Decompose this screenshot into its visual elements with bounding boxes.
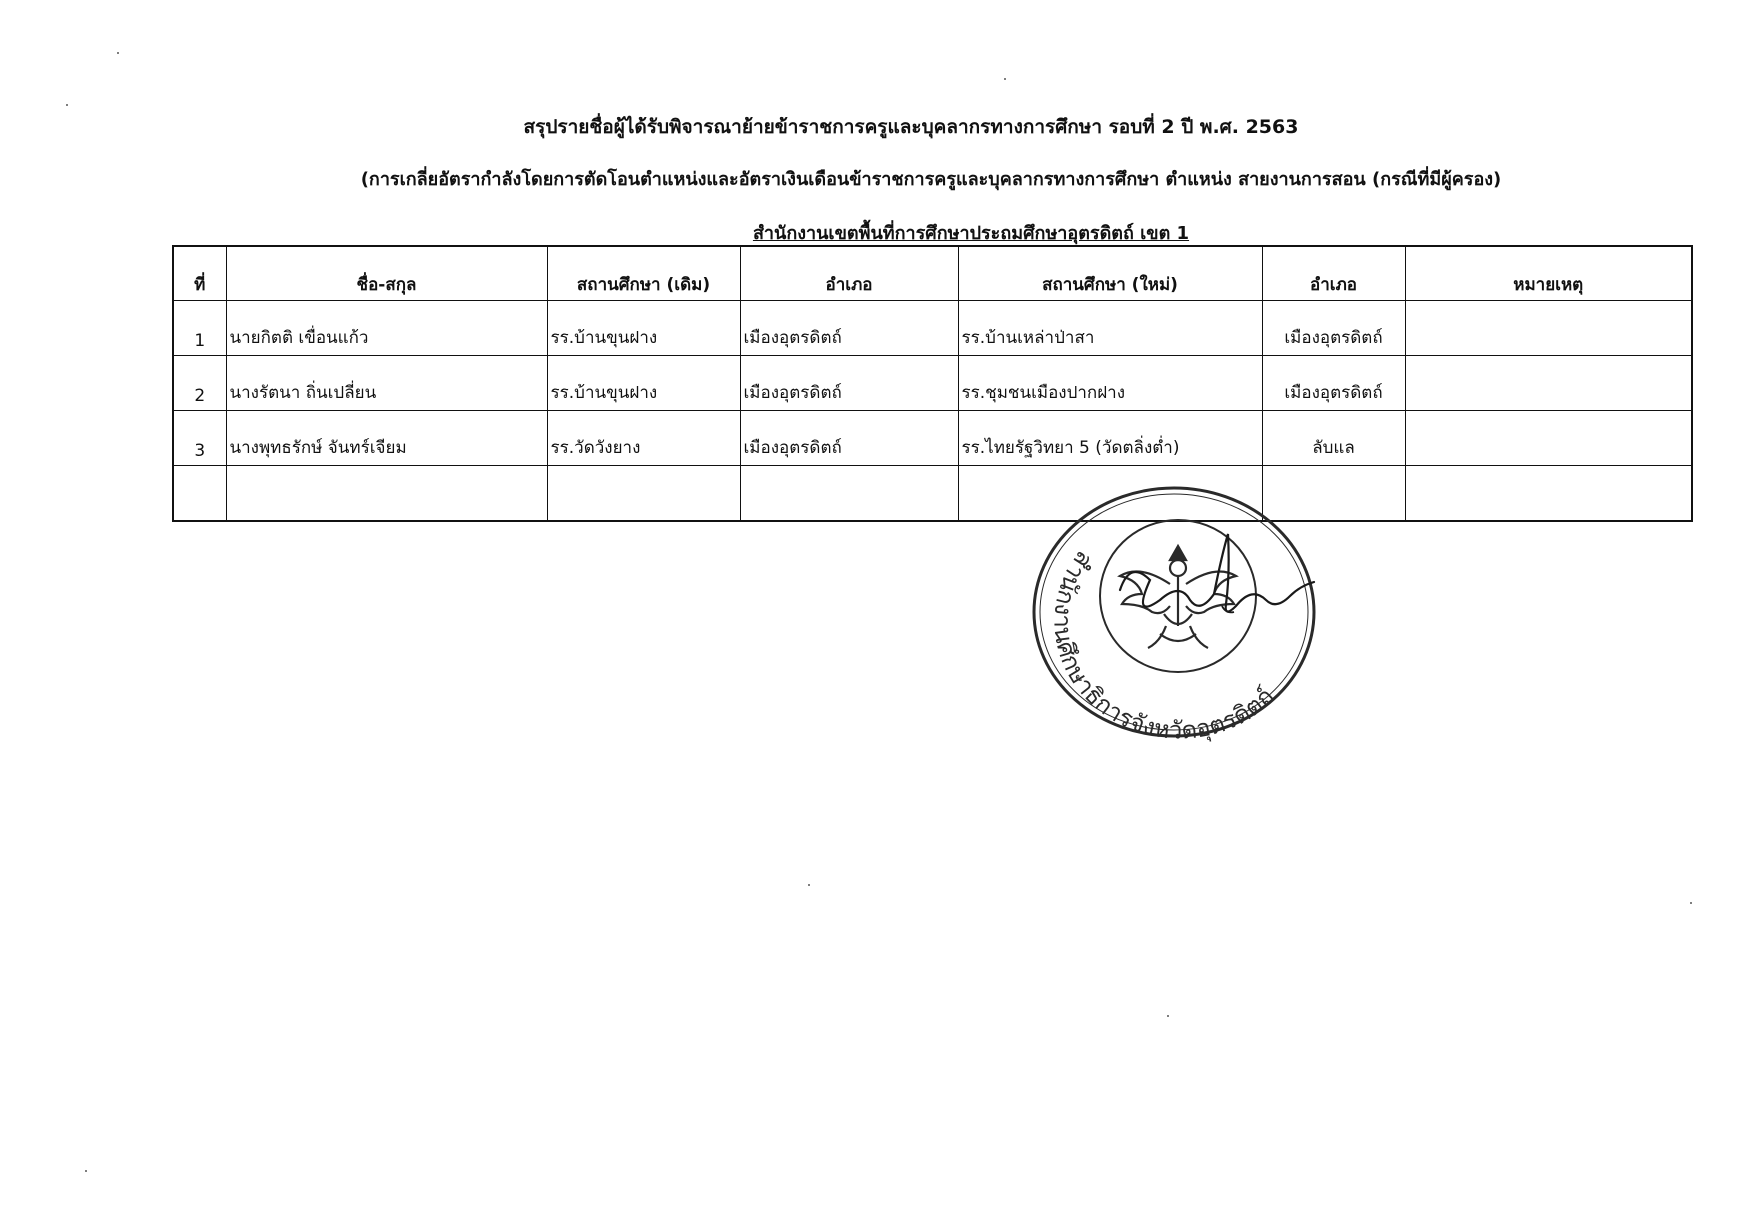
cell-new-school: รร.ไทยรัฐวิทยา 5 (วัดตลิ่งต่ำ) — [958, 411, 1262, 466]
signature — [1100, 510, 1360, 630]
col-header-new-district: อำเภอ — [1262, 246, 1405, 301]
col-header-name: ชื่อ-สกุล — [226, 246, 547, 301]
transfer-table — [172, 245, 1693, 522]
col-header-old-school: สถานศึกษา (เดิม) — [547, 246, 740, 301]
office-name: สำนักงานเขตพื้นที่การศึกษาประถมศึกษาอุตรดิตถ์ เขต 1 — [752, 223, 1190, 244]
cell-new-district: เมืองอุตรดิตถ์ — [1262, 301, 1405, 356]
cell-note — [1405, 466, 1692, 522]
cell-new-school: รร.บ้านเหล่าป่าสา — [958, 301, 1262, 356]
col-header-new-school: สถานศึกษา (ใหม่) — [958, 246, 1262, 301]
col-header-no: ที่ — [173, 246, 226, 301]
cell-name — [226, 466, 547, 522]
cell-old-district: เมืองอุตรดิตถ์ — [740, 356, 958, 411]
cell-new-district: ลับแล — [1262, 411, 1405, 466]
table-row — [173, 466, 1692, 522]
cell-no: 2 — [173, 356, 226, 411]
cell-old-district: เมืองอุตรดิตถ์ — [740, 411, 958, 466]
cell-no — [173, 466, 226, 522]
table-header-row — [173, 246, 1692, 301]
cell-old-school: รร.บ้านขุนฝาง — [547, 301, 740, 356]
cell-name: นายกิตติ เขื่อนแก้ว — [226, 301, 547, 356]
scan-speck — [85, 1170, 87, 1172]
cell-name: นางรัตนา ถิ่นเปลี่ยน — [226, 356, 547, 411]
cell-old-district: เมืองอุตรดิตถ์ — [740, 301, 958, 356]
cell-note — [1405, 411, 1692, 466]
cell-note — [1405, 356, 1692, 411]
cell-old-school: รร.วัดวังยาง — [547, 411, 740, 466]
scan-speck — [808, 884, 810, 886]
scan-speck — [1690, 902, 1692, 904]
scan-speck — [1167, 1015, 1169, 1017]
document-title: สรุปรายชื่อผู้ได้รับพิจารณาย้ายข้าราชการครูและบุคลากรทางการศึกษา รอบที่ 2 ปี พ.ศ. 2563 — [523, 116, 1299, 138]
cell-new-district: เมืองอุตรดิตถ์ — [1262, 356, 1405, 411]
cell-no: 1 — [173, 301, 226, 356]
cell-old-school — [547, 466, 740, 522]
col-header-note: หมายเหตุ — [1405, 246, 1692, 301]
cell-no: 3 — [173, 411, 226, 466]
scan-speck — [1004, 78, 1006, 80]
document-subtitle: (การเกลี่ยอัตรากำลังโดยการตัดโอนตำแหน่งและอัตราเงินเดือนข้าราชการครูและบุคลากรทางการศึกษา ตำแหน่ง สายงานการสอน (กรณีที่มีผู้ครอง) — [360, 169, 1502, 190]
svg-text:สำนักงานศึกษาธิการจังหวัดอุตรด: สำนักงานศึกษาธิการจังหวัดอุตรดิตถ์ — [1048, 545, 1280, 745]
table-row — [173, 411, 1692, 466]
col-header-old-district: อำเภอ — [740, 246, 958, 301]
scan-speck — [117, 52, 119, 54]
table-row — [173, 356, 1692, 411]
table-row — [173, 301, 1692, 356]
cell-old-district — [740, 466, 958, 522]
cell-old-school: รร.บ้านขุนฝาง — [547, 356, 740, 411]
cell-new-school: รร.ชุมชนเมืองปากฝาง — [958, 356, 1262, 411]
scan-speck — [66, 104, 68, 106]
cell-name: นางพุทธรักษ์ จันทร์เจียม — [226, 411, 547, 466]
cell-note — [1405, 301, 1692, 356]
